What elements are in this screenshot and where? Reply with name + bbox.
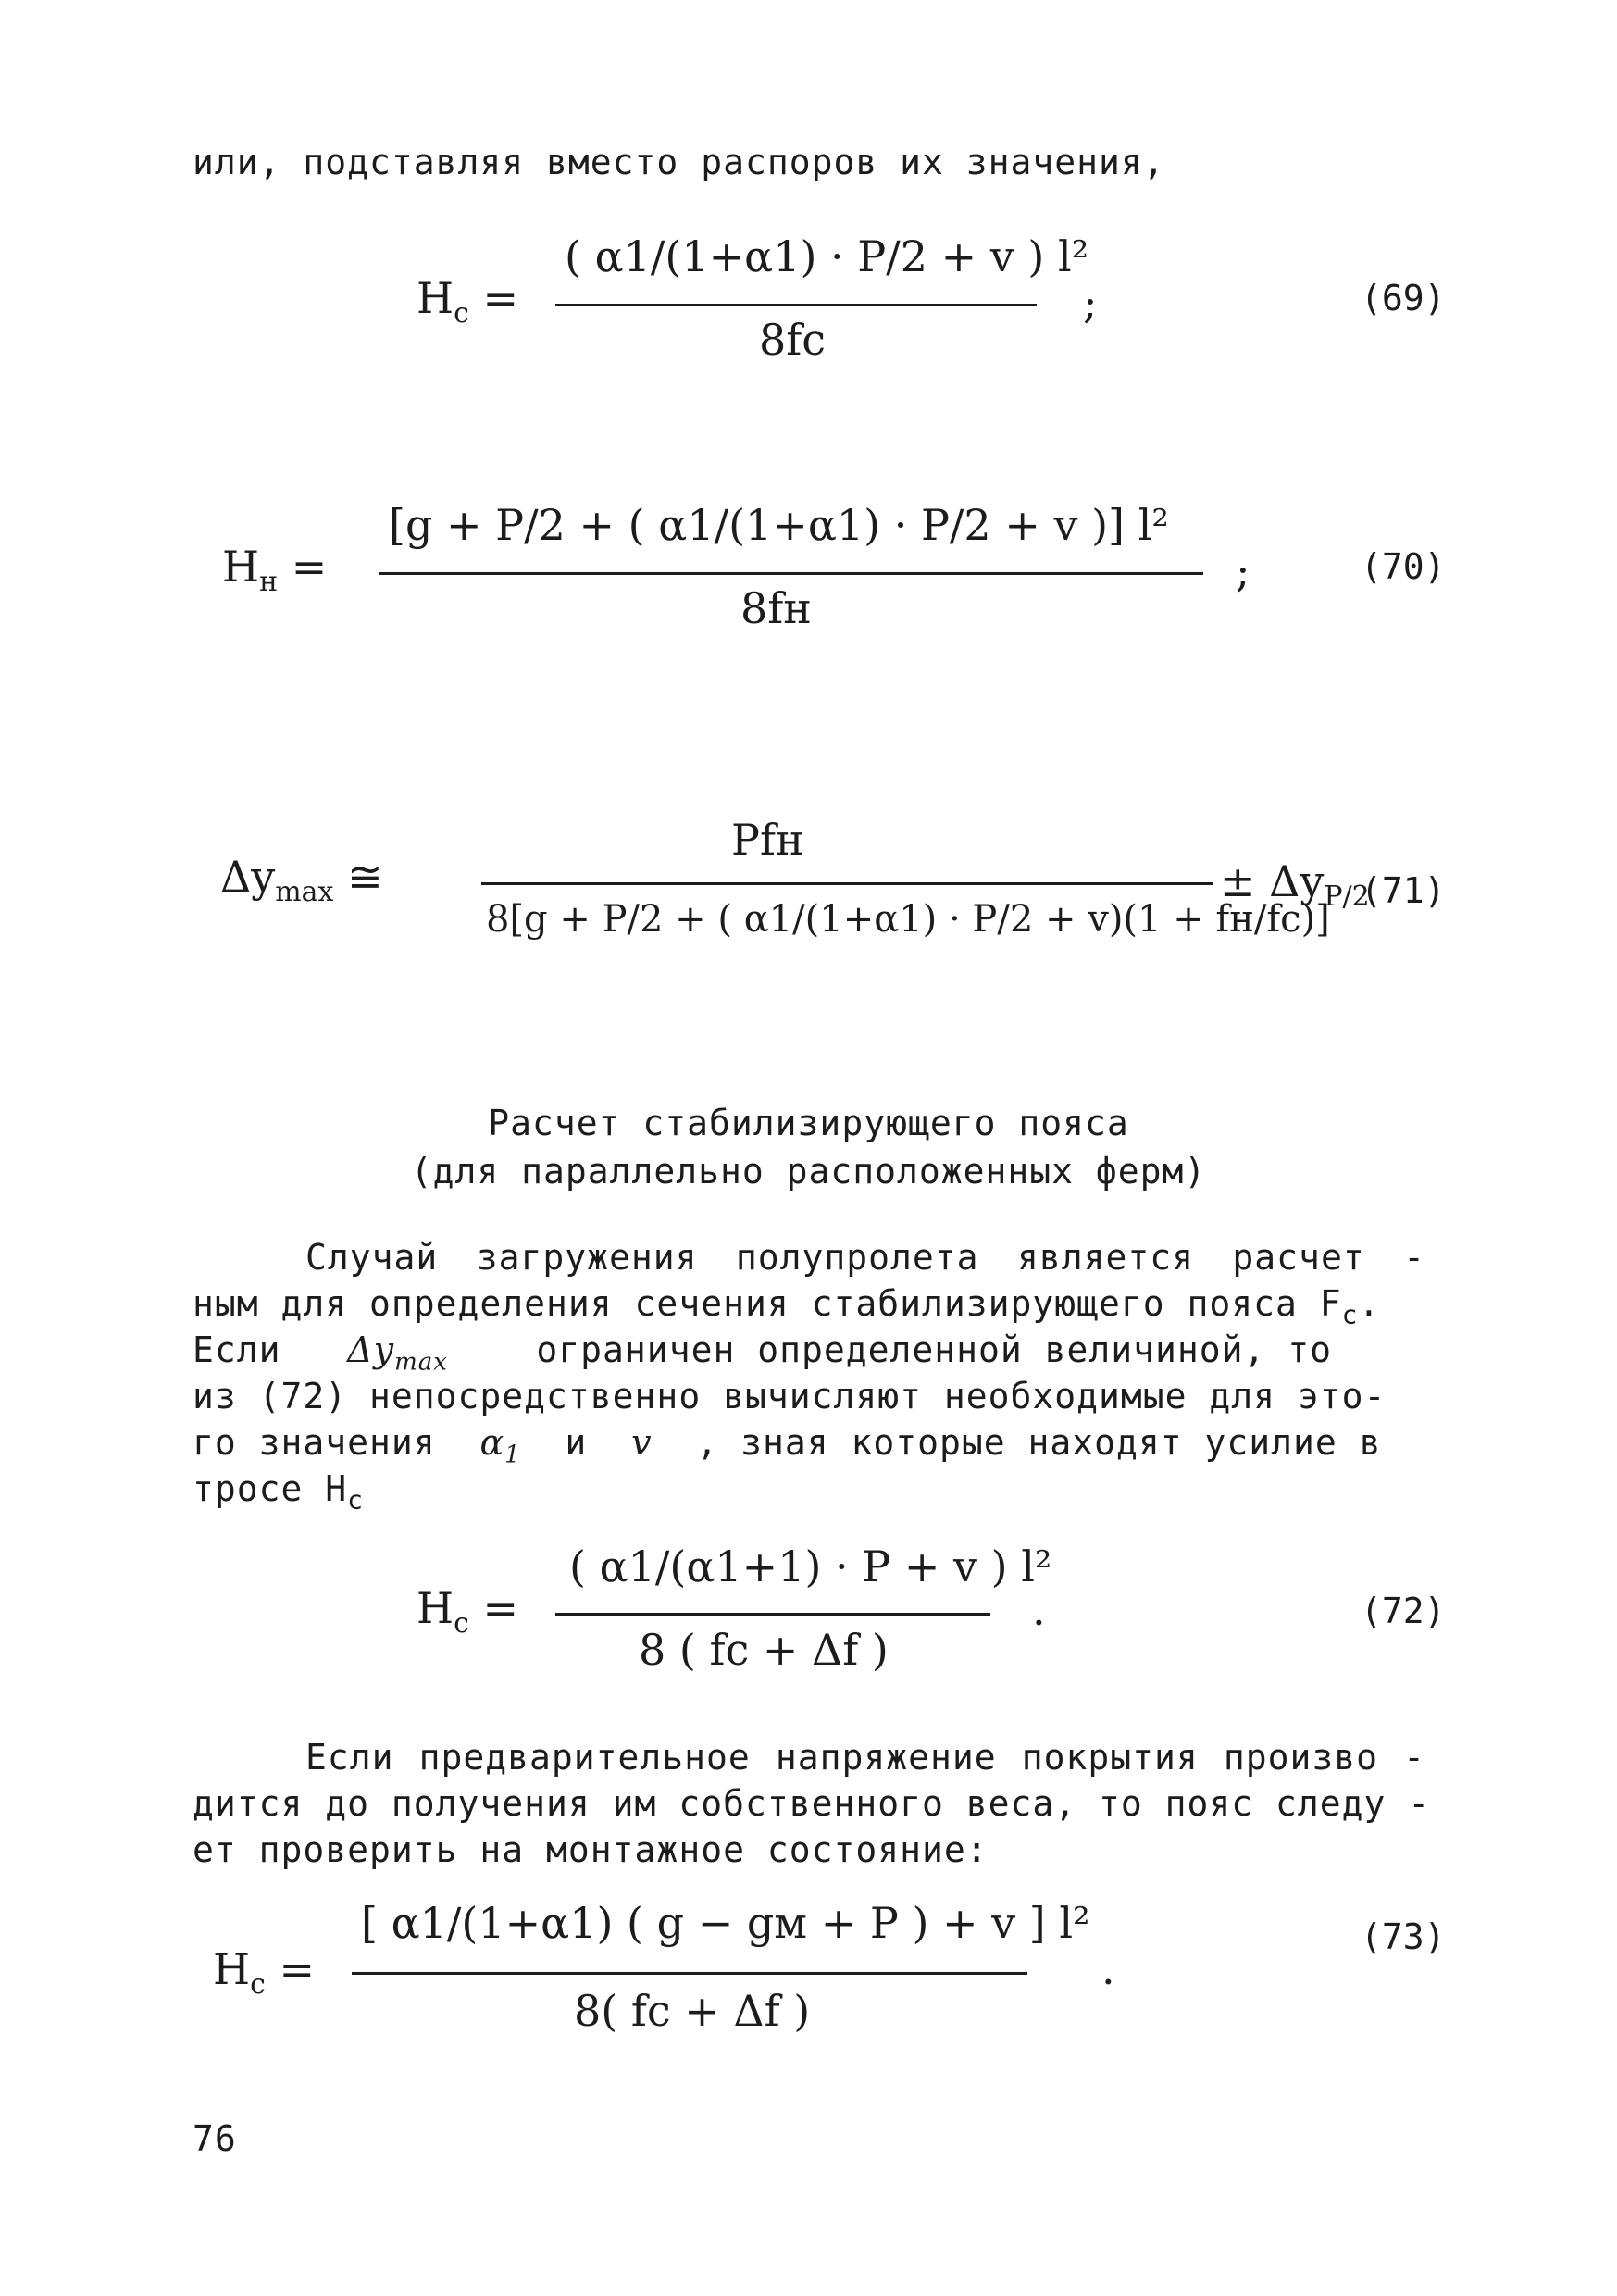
eq69-denominator: 8fc [759,315,827,365]
eq70-denominator: 8fн [740,583,812,633]
eq72-lhs: $H_c$ = [417,1583,519,1641]
eq72-fraction-bar [555,1613,990,1616]
eq71-denominator: 8[g + P/2 + ( α1/(1+α1) · P/2 + v)(1 + fн/fc)] [486,898,1330,941]
section-heading-line1: Расчет стабилизирующего пояса [488,1103,1129,1143]
delta-y-max-symbol: $\Delta y_{max}$ [347,1329,448,1377]
para1-line3: Если $\Delta y_{max}$ ограничен определенной величиной, то [193,1329,1333,1377]
para1-line1: Случай загружения полупролета является расчет - [305,1237,1425,1278]
eq71-label: (71) [1361,870,1446,911]
eq72-label: (72) [1361,1591,1446,1631]
eq72-denominator: 8 ( fc + Δf ) [639,1625,889,1675]
eq71-lhs: $\Delta y_{max}$ ≅ [220,852,383,909]
eq71-fraction-bar [481,882,1213,885]
eq73-numerator: [ α1/(1+α1) ( g − gм + P ) + v ] l² [361,1898,1090,1948]
eq69-numerator: ( α1/(1+α1) · P/2 + v ) l² [565,231,1089,281]
equation-73 [0,1879,1617,2055]
eq70-fraction-bar [379,572,1203,575]
para2-line1: Если предварительное напряжение покрытия произво - [305,1737,1425,1778]
eq72-tail: . [1032,1585,1046,1635]
alpha1-symbol: $\alpha_1$ [479,1422,521,1469]
eq71-tail: ± $\Delta y_{P/2}$ [1220,856,1370,914]
para1-line4: из (72) непосредственно вычисляют необходимые для это- [193,1376,1387,1416]
equation-72 [0,1528,1617,1703]
para1-line6: тросе $H_c$ [193,1468,365,1516]
eq70-lhs: $H_н$ = [222,542,328,599]
equation-70 [0,481,1617,667]
eq73-denominator: 8( fc + Δf ) [574,1986,811,2036]
v-symbol: v [631,1422,653,1463]
equation-71 [0,796,1617,1018]
eq69-lhs: $H_c$ = [417,273,519,331]
para2-line3: ет проверить на монтажное состояние: [193,1829,989,1870]
eq70-numerator: [g + P/2 + ( α1/(1+α1) · P/2 + v )] l² [389,500,1169,550]
intro-line: или, подставляя вместо распоров их значения, [193,142,1165,182]
eq70-label: (70) [1361,546,1446,587]
eq73-fraction-bar [352,1972,1027,1975]
eq69-tail: ; [1083,278,1098,328]
eq73-label: (73) [1361,1916,1446,1957]
equation-69 [0,213,1617,398]
page-number: 76 [193,2118,237,2159]
eq73-tail: . [1101,1944,1115,1994]
para1-line2: ным для определения сечения стабилизирующего пояса $F_c$. [193,1283,1381,1330]
eq69-fraction-bar [555,304,1037,306]
eq72-numerator: ( α1/(α1+1) · P + v ) l² [569,1541,1052,1591]
eq69-label: (69) [1361,278,1446,318]
eq70-tail: ; [1236,546,1250,596]
eq71-numerator: Pfн [731,815,804,865]
para1-line5: го значения $\alpha_1$ и v , зная которые находят усилие в [193,1422,1382,1469]
para2-line2: дится до получения им собственного веса, то пояс следу - [193,1783,1431,1824]
eq73-lhs: $H_c$ = [213,1944,316,2002]
section-heading-line2: (для параллельно расположенных ферм) [410,1151,1207,1192]
